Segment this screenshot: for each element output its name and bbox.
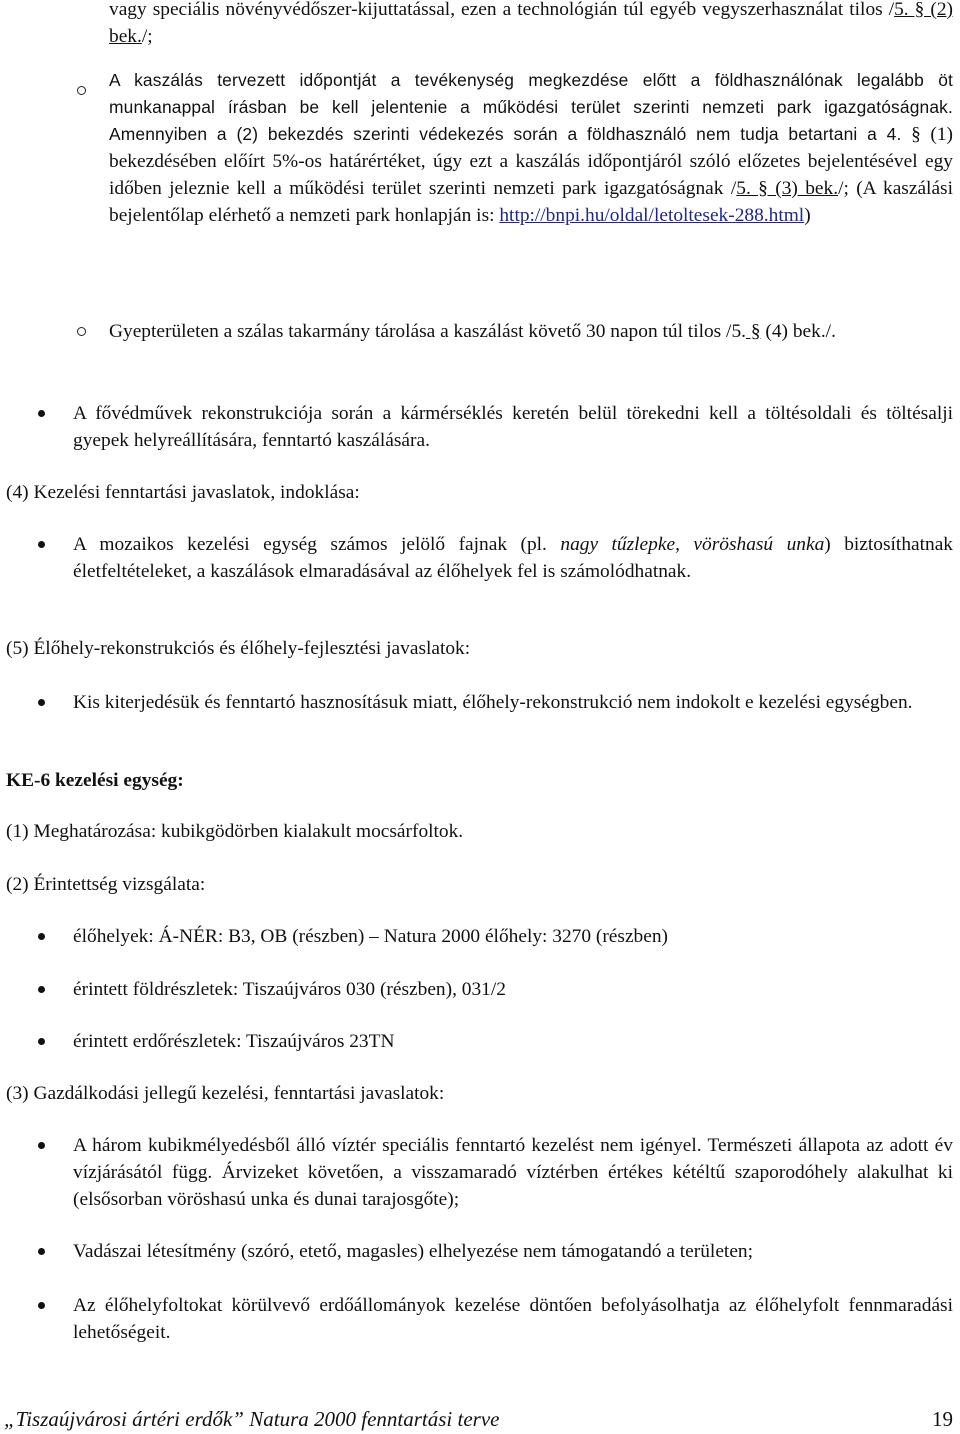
bullet-icon: [38, 1302, 45, 1309]
footer-title-text: „Tiszaújvárosi ártéri erdők” Natura 2000 fenntartási terve: [4, 1407, 500, 1431]
bullet-text: A mozaikos kezelési egység számos jelölő fajnak (pl.: [73, 534, 561, 555]
section-heading-4: (4) Kezelési fenntartási javaslatok, indoklása:: [6, 482, 360, 503]
bullet-habitat-reconstruction: Kis kiterjedésük és fenntartó hasznosításuk miatt, élőhely-rekonstrukció nem indokolt e kezelési egységben.: [73, 692, 913, 713]
section-sign: §: [745, 321, 761, 342]
bullet-mosaic-management: [73, 531, 953, 585]
hollow-bullet-icon: [77, 86, 86, 95]
section-heading-2: (2) Érintettség vizsgálata:: [6, 874, 206, 895]
sub-bullet-text: /; (A kaszálási bejelentőlap elérhető a nemzeti park honlapján is:: [109, 178, 953, 226]
sub-bullet-text: Gyepterületen a szálas takarmány tárolása a kaszálást követő 30 napon túl tilos /5.: [109, 321, 746, 342]
sub-bullet-text: § (1) bekezdésében előírt 5%-os határértéket, úgy ezt a kaszálás időpontjáról szóló előzetes bejelentésével egy időben jeleznie kell a működési terület szerinti nemzeti park igazgatóságnak /: [109, 124, 953, 199]
bullet-forest-management: Az élőhelyfoltokat körülvevő erdőállományok kezelése döntően befolyásolhatja az élőhelyfolt fennmaradási lehetőségeit.: [73, 1295, 953, 1343]
sub-bullet-text: A kaszálás tervezett időpontját a tevékenység megkezdése előtt a földhasználónak legalább öt munkanappal írásban be kell jelentenie a működési terület szerinti nemzeti park igazgatóságnak. Amennyiben a (2) bekezdés szerinti védekezés során a földhasználó nem tudja betartani a 4.: [109, 70, 953, 144]
species-name: vöröshasú unka: [693, 534, 825, 555]
separator: ,: [675, 534, 694, 555]
section-heading-5: (5) Élőhely-rekonstrukciós és élőhely-fejlesztési javaslatok:: [6, 638, 471, 659]
bullet-text-end: ) biztosíthatnak életfeltételeket, a kaszálások elmaradásával az élőhelyek fel is számolódhatnak.: [73, 534, 954, 582]
legal-reference: 5. § (2) bek.: [109, 0, 954, 47]
affected-parcels: érintett földrészletek: Tiszaújváros 030 (részben), 031/2: [73, 979, 506, 1000]
bullet-icon: [38, 1142, 45, 1149]
species-name: nagy tűzlepke: [560, 534, 676, 555]
bullet-hunting-facilities: Vadászai létesítmény (szóró, etető, magasles) elhelyezése nem támogatandó a területen;: [73, 1241, 754, 1262]
hollow-bullet-icon: [77, 327, 86, 336]
sub-bullet-mowing-notice: [109, 67, 953, 229]
page-number: 19: [932, 1407, 953, 1431]
sub-bullet-text: vagy speciális növényvédőszer-kijuttatással, ezen a technológián túl egyéb vegyszerhasználat tilos /: [109, 0, 895, 20]
bullet-levee-reconstruction: A fővédművek rekonstrukciója során a kármérséklés keretén belül törekedni kell a töltésoldali és töltésalji gyepek helyreállítására, fenntartó kaszálására.: [73, 403, 953, 451]
definition-line: (1) Meghatározása: kubikgödörben kialakult mocsárfoltok.: [6, 821, 464, 842]
bullet-icon: [38, 933, 45, 940]
affected-forest-parcels: érintett erdőrészletek: Tiszaújváros 23TN: [73, 1031, 395, 1052]
bullet-icon: [38, 541, 45, 548]
bullet-icon: [38, 410, 45, 417]
sub-bullet-continuation: [109, 0, 953, 50]
download-page-link[interactable]: http://bnpi.hu/oldal/letoltesek-288.html: [499, 205, 805, 226]
footer-title: [4, 1406, 499, 1433]
bullet-icon: [38, 986, 45, 993]
sub-bullet-text-end: ): [804, 205, 811, 226]
affected-habitats: élőhelyek: Á-NÉR: B3, OB (részben) – Natura 2000 élőhely: 3270 (részben): [73, 926, 669, 947]
management-unit-title: KE-6 kezelési egység:: [6, 770, 184, 791]
bullet-icon: [38, 699, 45, 706]
legal-reference: 5. § (3) bek.: [736, 178, 839, 199]
sub-bullet-text-end: /;: [141, 26, 153, 47]
sub-bullet-fodder-storage: [109, 318, 953, 345]
bullet-icon: [38, 1038, 45, 1045]
bullet-water-body: A három kubikmélyedésből álló víztér speciális fenntartó kezelést nem igényel. Természeti állapota az adott év vízjárásától függ. Árvizeket követően, a visszamaradó víztérben értékes kétéltű szaporodóhely alakulhat ki (elsősorban vöröshasú unka és dunai tarajosgőte);: [73, 1135, 953, 1210]
section-heading-3: (3) Gazdálkodási jellegű kezelési, fenntartási javaslatok:: [6, 1083, 445, 1104]
bullet-icon: [38, 1248, 45, 1255]
sub-bullet-text-end: (4) bek./.: [760, 321, 836, 342]
